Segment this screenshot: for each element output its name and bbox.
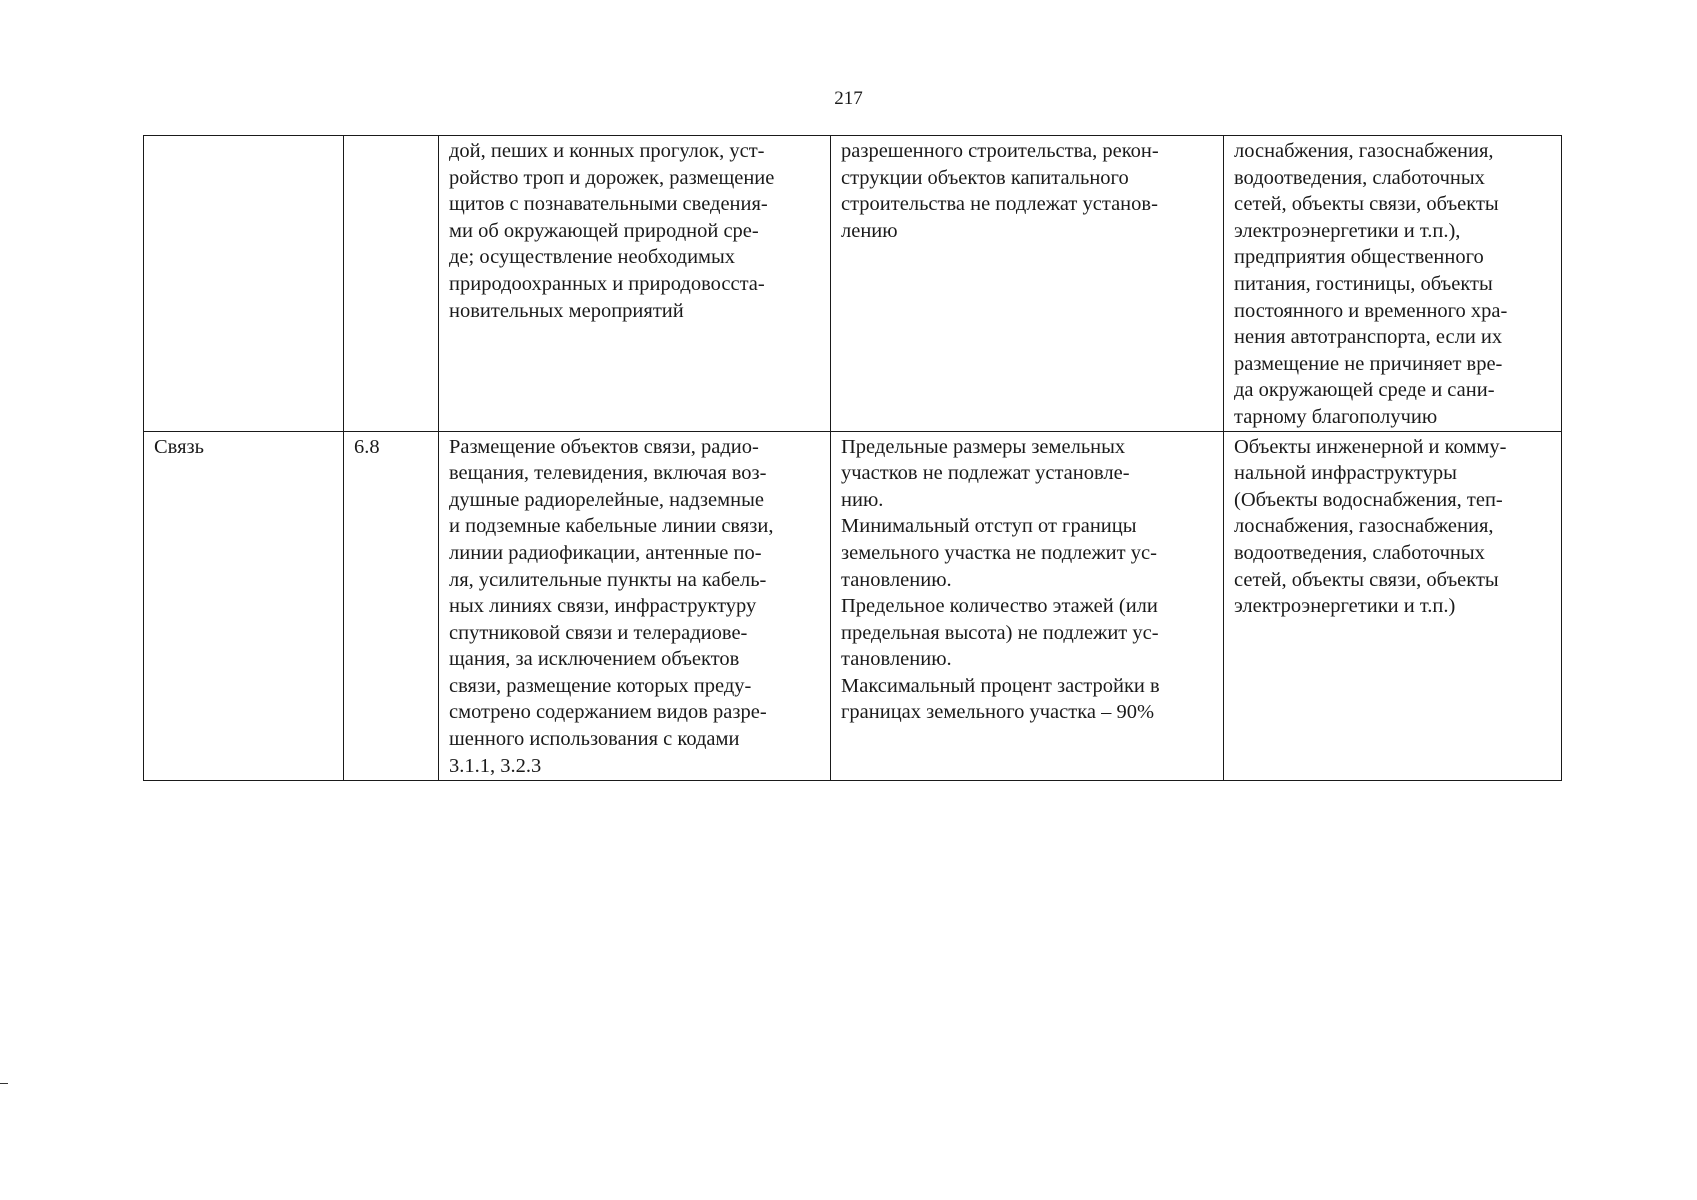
cell-auxiliary-uses: лоснабжения, газоснабжения, водоотведения, слаботочных сетей, объекты связи, объекты электроэнергетики и т.п.), предприятия общественного питания, гостиницы, объекты постоянного и временного хра- нения автотранспорта, если их размещение не причиняет вре- да окружающей среде и сани- тарному благополучию bbox=[1224, 136, 1562, 432]
scan-edge-mark bbox=[0, 1083, 8, 1084]
land-use-table bbox=[143, 135, 1562, 781]
cell-auxiliary-uses: Объекты инженерной и комму- нальной инфраструктуры (Объекты водоснабжения, теп- лоснабжения, газоснабжения, водоотведения, слаботочных сетей, объекты связи, объекты электроэнергетики и т.п.) bbox=[1224, 431, 1562, 780]
cell-parameters: разрешенного строительства, рекон- струкции объектов капитального строительства не подлежат установ- лению bbox=[831, 136, 1224, 432]
cell-parameters: Предельные размеры земельных участков не подлежат установле- нию. Минимальный отступ от границы земельного участка не подлежит ус- тановлению. Предельное количество этажей (или предельная высота) не подлежит ус- тановлению. Максимальный процент застройки в границах земельного участка – 90% bbox=[831, 431, 1224, 780]
table-row bbox=[144, 431, 1562, 780]
cell-use-description: Размещение объектов связи, радио- вещания, телевидения, включая воз- душные радиорелейные, надземные и подземные кабельные линии связи, линии радиофикации, антенные по- ля, усилительные пункты на кабель- ных линиях связи, инфраструктуру спутниковой связи и телерадиове- щания, за исключением объектов связи, размещение которых преду- смотрено содержанием видов разре- шенного использования с кодами 3.1.1, 3.2.3 bbox=[439, 431, 831, 780]
cell-use-name: Связь bbox=[144, 431, 344, 780]
page-number: 217 bbox=[834, 88, 863, 109]
cell-use-description: дой, пеших и конных прогулок, уст- ройство троп и дорожек, размещение щитов с познавательными сведения- ми об окружающей природной сре- де; осуществление необходимых природоохранных и природовосста- новительных мероприятий bbox=[439, 136, 831, 432]
cell-use-code bbox=[344, 136, 439, 432]
cell-use-name bbox=[144, 136, 344, 432]
table-row bbox=[144, 136, 1562, 432]
cell-use-code: 6.8 bbox=[344, 431, 439, 780]
